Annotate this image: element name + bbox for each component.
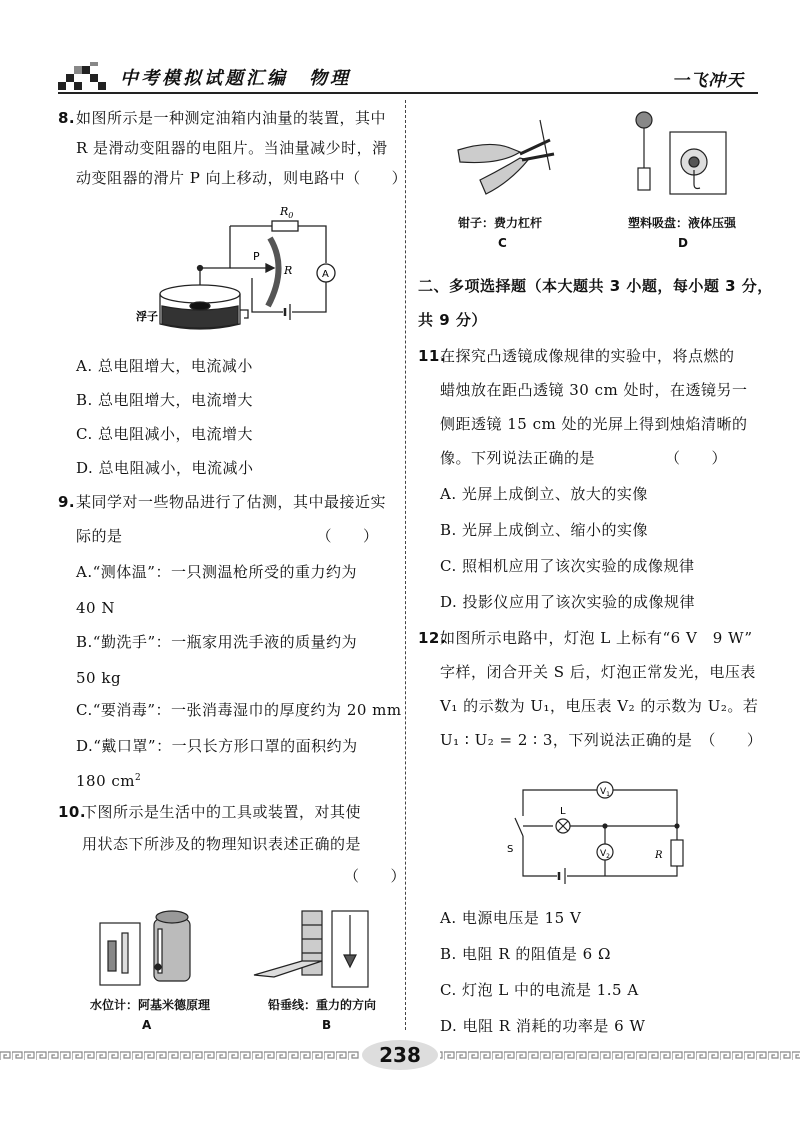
option-a-cont: 40 N [76, 599, 115, 617]
caption-d: 塑料吸盘：液体压强 [628, 216, 737, 230]
option-b: B. 光屏上成倒立、缩小的实像 [440, 521, 649, 539]
fig-label-sub: 1 [606, 791, 610, 798]
question-number: 8. [58, 109, 76, 127]
checker-logo-icon [58, 62, 110, 92]
option-c: C. 灯泡 L 中的电流是 1.5 A [440, 981, 639, 999]
option-d: D. 总电阻减小，电流减小 [76, 459, 254, 477]
fig-label-ammeter: A [322, 269, 329, 280]
oil-gauge-figure [136, 198, 350, 328]
option-b: B. 总电阻增大，电流增大 [76, 391, 254, 409]
option-a: A. 总电阻增大，电流减小 [76, 357, 253, 375]
question-text: 某同学对一些物品进行了估测，其中最接近实 [76, 493, 387, 511]
header-rule [58, 92, 758, 94]
caption-c: 钳子：费力杠杆 [458, 216, 543, 230]
option-d: D. 电阻 R 消耗的功率是 6 W [440, 1017, 646, 1035]
answer-bracket: （ ） [344, 867, 407, 885]
option-d: D.“戴口罩”：一只长方形口罩的面积约为 [76, 737, 358, 755]
circuit-figure [505, 778, 705, 888]
fig-label-sub: 0 [288, 211, 294, 220]
question-text: U₁ ∶ U₂ = 2 ∶ 3，下列说法正确的是 （ ） [440, 731, 763, 749]
option-d-cont [76, 768, 141, 791]
option-a: A.“测体温”：一只测温枪所受的重力约为 [76, 563, 357, 581]
water-gauge-figure [98, 905, 198, 990]
fig-label-r: R [284, 264, 293, 277]
caption-a: 水位计：阿基米德原理 [90, 998, 211, 1012]
fig-label-v2: V [600, 849, 607, 859]
section-title: 二、多项选择题（本大题共 3 小题，每小题 3 分， [418, 277, 773, 295]
question-text: 蜡烛放在距凸透镜 30 cm 处时，在透镜另一 [440, 381, 748, 399]
question-text: 下图所示是生活中的工具或装置，对其使 [82, 803, 362, 821]
fig-label-float: 浮子 [136, 310, 158, 323]
question-text: 际的是 （ ） [76, 527, 379, 545]
question-number: 10. [58, 803, 87, 821]
question-text: 字样，闭合开关 S 后，灯泡正常发光，电压表 [440, 663, 756, 681]
question-text: 像。下列说法正确的是 （ ） [440, 449, 728, 467]
option-d: D. 投影仪应用了该次实验的成像规律 [440, 593, 696, 611]
page-number: 238 [379, 1043, 421, 1067]
question-text: R 是滑动变阻器的电阻片。当油量减少时，滑 [76, 139, 388, 157]
option-a: A. 电源电压是 15 V [440, 909, 582, 927]
fig-label-p: P [253, 250, 260, 263]
question-number: 9. [58, 493, 76, 511]
svg-text:R0 [279, 205, 293, 220]
header-title: 中考模拟试题汇编 物理 [120, 68, 351, 89]
pliers-figure [450, 110, 560, 200]
caption-letter-a: A [142, 1018, 152, 1032]
option-c: C. 照相机应用了该次实验的成像规律 [440, 557, 695, 575]
option-b-cont: 50 kg [76, 669, 122, 687]
caption-letter-d: D [678, 236, 688, 250]
question-number: 11. [418, 347, 447, 365]
option-a: A. 光屏上成倒立、放大的实像 [440, 485, 648, 503]
fig-label-r: R [655, 850, 663, 861]
option-c: C. 总电阻减小，电流增大 [76, 425, 253, 443]
option-c: C.“要消毒”：一张消毒湿巾的厚度约为 20 mm [76, 701, 402, 719]
fig-label-r0: R [280, 205, 289, 218]
caption-letter-c: C [498, 236, 507, 250]
plumb-line-figure [252, 905, 372, 990]
superscript: 2 [135, 773, 142, 783]
column-divider [405, 100, 406, 1030]
question-text: 侧距透镜 15 cm 处的光屏上得到烛焰清晰的 [440, 415, 748, 433]
fig-label-sub: 2 [606, 853, 610, 860]
area-value: 180 cm [76, 772, 136, 790]
fig-label-v1: V [600, 787, 607, 797]
question-text: V₁ 的示数为 U₁，电压表 V₂ 的示数为 U₂。若 [440, 697, 759, 715]
fig-label-s: S [507, 844, 514, 855]
question-text: 动变阻器的滑片 P 向上移动，则电路中（ ） [76, 169, 408, 187]
suction-cup-figure [630, 110, 730, 200]
question-number: 12. [418, 629, 447, 647]
question-text: 如图所示是一种测定油箱内油量的装置，其中 [76, 109, 387, 127]
question-text: 如图所示电路中，灯泡 L 上标有“6 V 9 W” [440, 629, 753, 647]
option-b: B.“勤洗手”：一瓶家用洗手液的质量约为 [76, 633, 358, 651]
caption-b: 铅垂线：重力的方向 [268, 998, 377, 1012]
brand-name: 一飞冲天 [672, 71, 744, 91]
fig-label-l: L [560, 806, 566, 817]
question-text: 用状态下所涉及的物理知识表述正确的是 [82, 835, 362, 853]
section-title-cont: 共 9 分） [418, 311, 487, 329]
question-text: 在探究凸透镜成像规律的实验中，将点燃的 [440, 347, 735, 365]
option-b: B. 电阻 R 的阻值是 6 Ω [440, 945, 611, 963]
caption-letter-b: B [322, 1018, 332, 1032]
